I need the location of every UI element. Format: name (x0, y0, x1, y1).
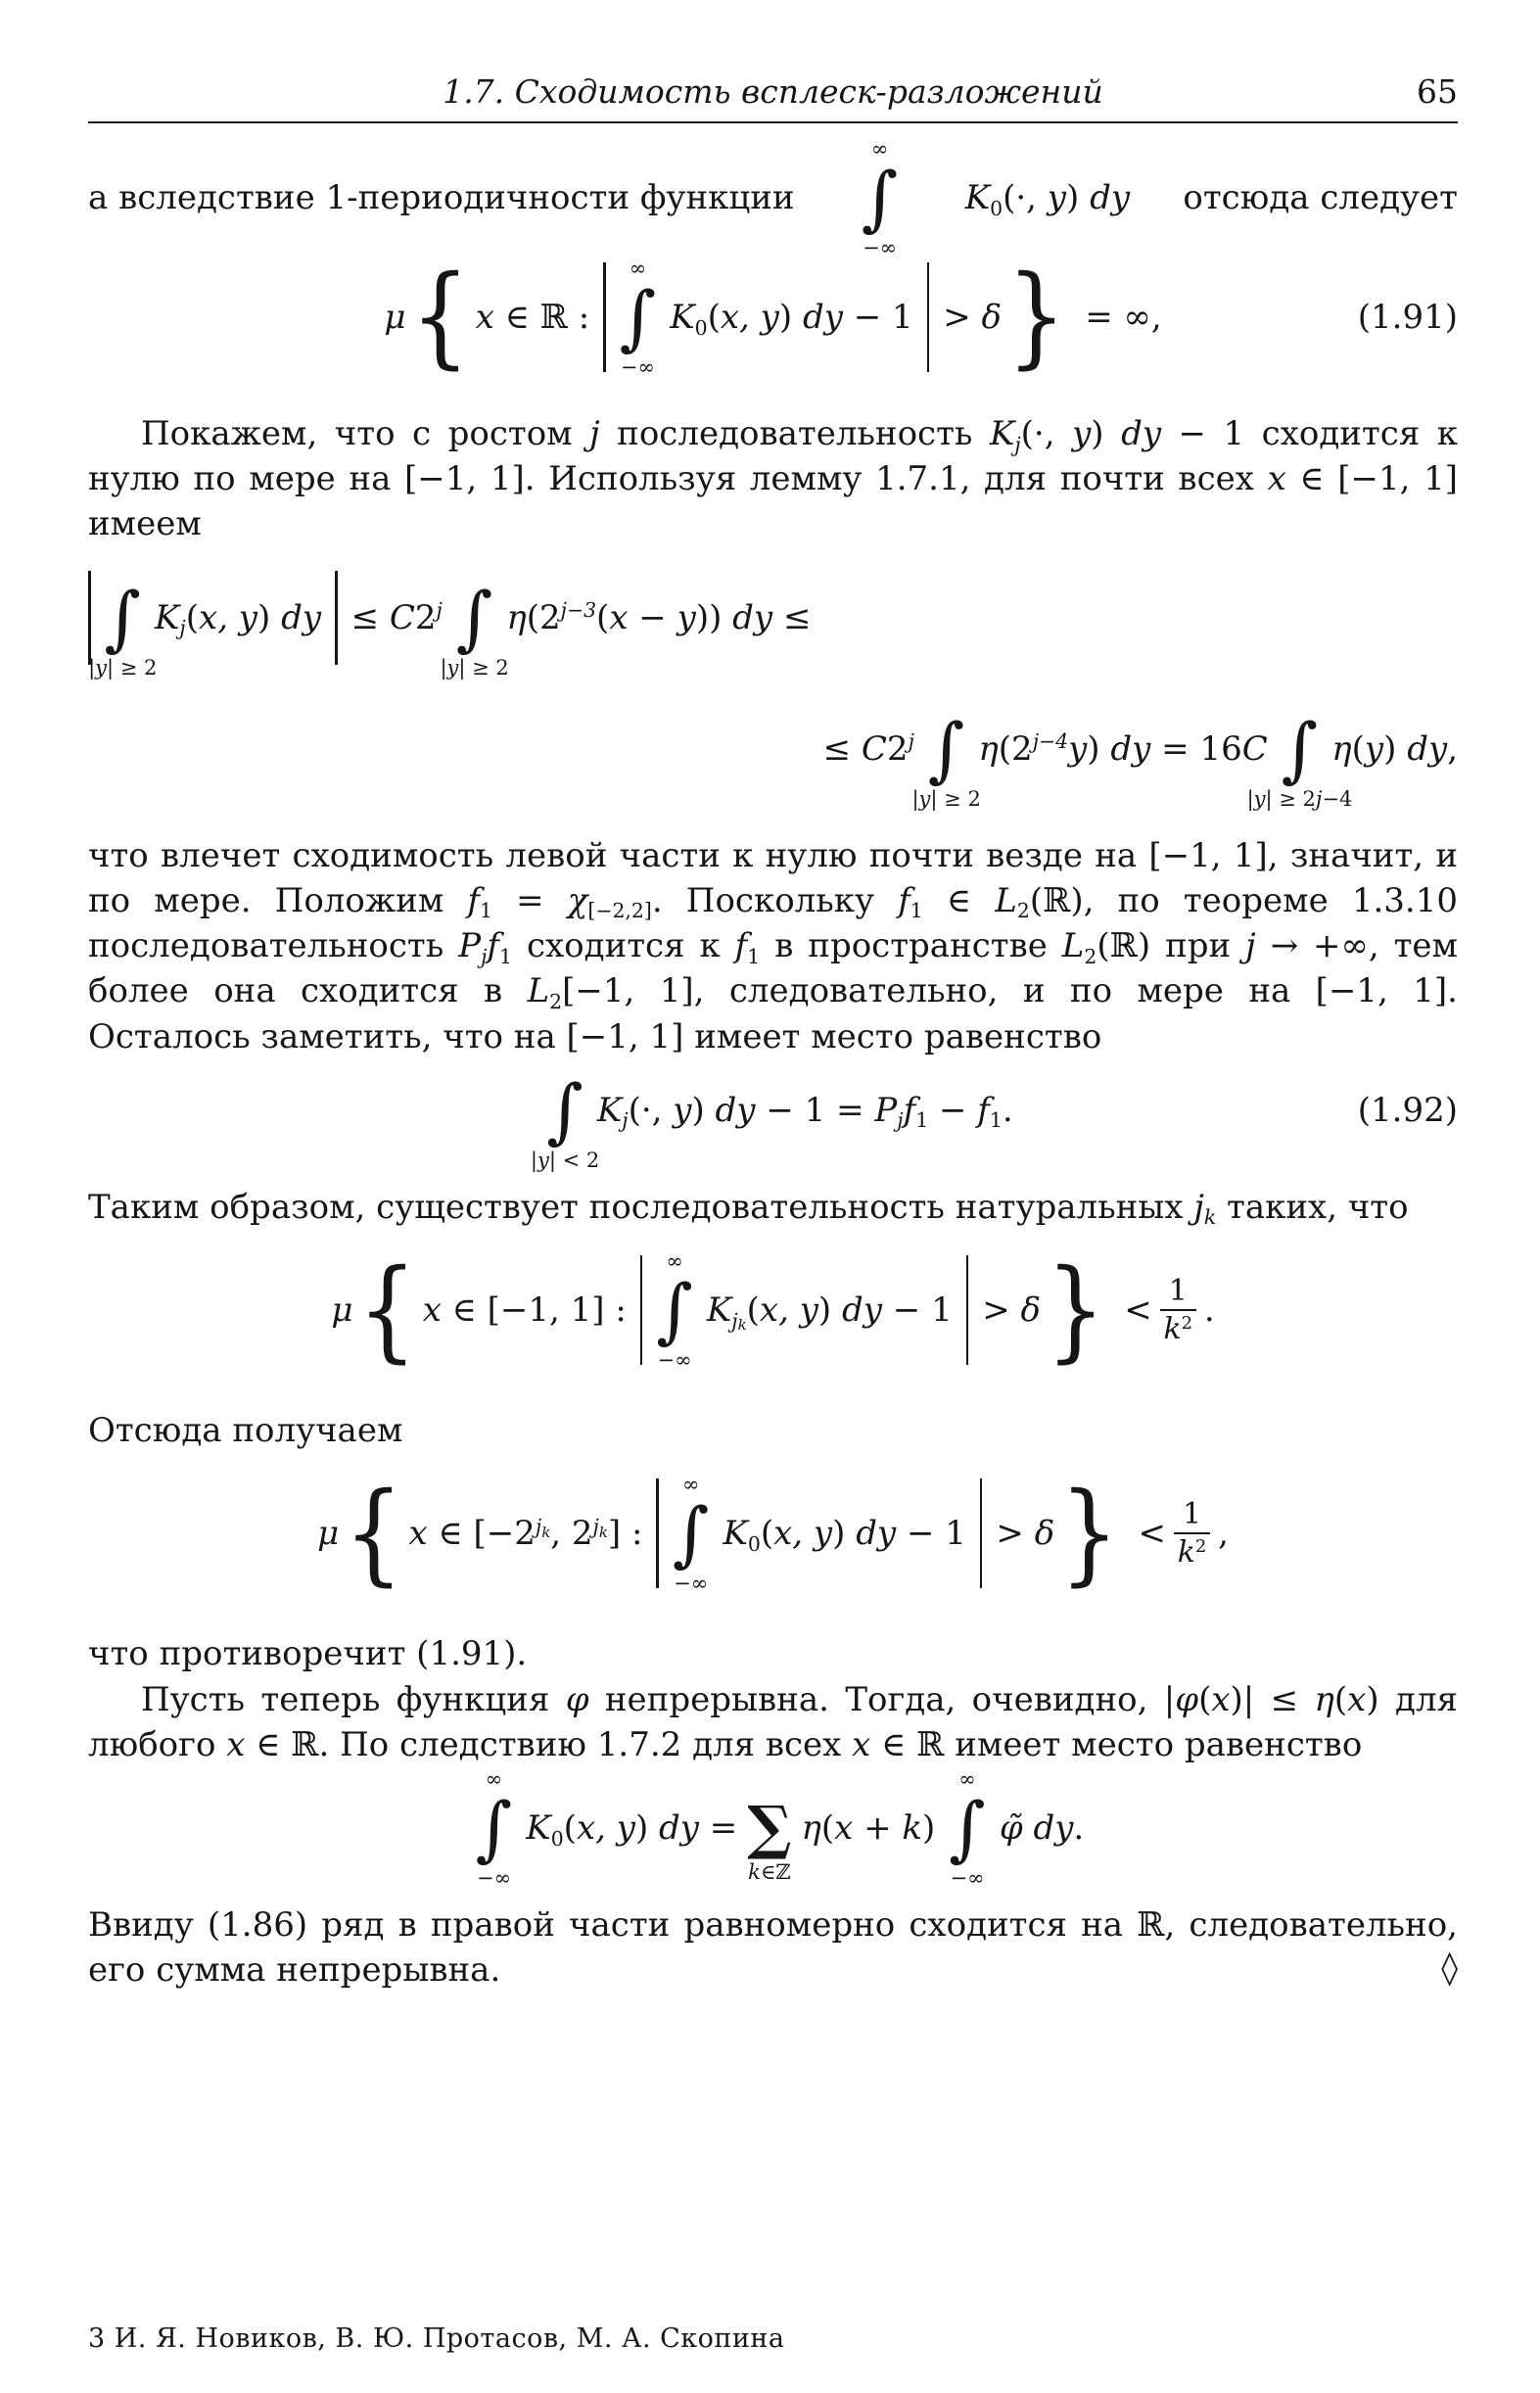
paragraph-vlechet: что влечет сходимость левой части к нулю почти везде на [−1, 1], значит, и по мере. Положим f1 = χ[−2,2]. Поскольку f1 ∈ L2(ℝ), по теореме 1.3.10 последовательность Pjf1 сходится к f1 в пространстве L2(ℝ) при j → +∞, тем более она сходится в L2[−1, 1], следовательно, и по мере на [−1, 1]. Осталось заметить, что на [−1, 1] имеет место равенство (88, 835, 1458, 1056)
integral-sign: ∫ (104, 576, 142, 659)
page-header (88, 72, 1458, 117)
equation-body: Kj(·, y) dy − 1 = Pjf1 − f1. (596, 1090, 1013, 1133)
integral-sign: ∫ (475, 1787, 513, 1870)
integral-lower-limit: |y| < 2 (530, 1148, 600, 1172)
integral-lower-limit: |y| ≥ 2 (440, 655, 509, 680)
integral (861, 137, 899, 259)
integral-upper-limit: ∞ (485, 1767, 503, 1792)
mu-symbol: μ (384, 298, 406, 337)
qed-diamond: ◊ (1441, 1948, 1458, 1989)
paragraph-pust: Пусть теперь функция φ непрерывна. Тогда, очевидно, |φ(x)| ≤ η(x) для любого x ∈ ℝ. По следствию 1.7.2 для всех x ∈ ℝ имеет место равенство (88, 1679, 1458, 1764)
left-brace: { (410, 253, 471, 381)
left-brace: { (344, 1469, 404, 1597)
integrand: φ̃ dy. (999, 1808, 1085, 1849)
fraction-numerator: 1 (1174, 1498, 1210, 1535)
integral-upper-limit: ∞ (958, 1767, 976, 1792)
abs-bar-right (966, 1255, 969, 1365)
integrand: $Kj_k(x$, y) dy − 1 (706, 1290, 953, 1335)
integral (475, 1767, 513, 1891)
integral (672, 1473, 710, 1596)
less-sign: < (1138, 1514, 1166, 1554)
integral-lower-limit: −∞ (657, 1348, 692, 1373)
abs-bar-right (335, 571, 338, 665)
header-rule (88, 121, 1458, 123)
text-run: а вследствие 1-периодичности функции (88, 178, 795, 217)
equation-tag: (1.91) (1357, 298, 1458, 337)
abs-bar-left (88, 571, 91, 665)
integral (530, 1068, 600, 1172)
footer-signature: 3 И. Я. Новиков, В. Ю. Протасов, М. А. Скопина (88, 2323, 785, 2354)
abs-bar-right (980, 1478, 983, 1588)
text-run: отсюда следует (1183, 178, 1458, 217)
mu-symbol: μ (317, 1514, 340, 1554)
right-brace: } (1006, 253, 1066, 381)
paragraph-protivorechit: что противоречит (1.91). (88, 1634, 528, 1674)
mu-symbol: μ (331, 1290, 353, 1331)
abs-bar-left (640, 1255, 643, 1365)
integral-sign: ∫ (1281, 707, 1319, 790)
integrand: η(y) dy, (1331, 728, 1458, 769)
paragraph-otsyuda: Отсюда получаем (88, 1411, 403, 1451)
integral (656, 1249, 693, 1373)
paragraph-takim: Таким образом, существует последовательность натуральных jk таких, что (88, 1187, 1409, 1230)
equation-1-92 (88, 1068, 1458, 1172)
paragraph-pokazhem: Покажем, что с ростом j последовательность Kj(·, y) dy − 1 сходится к нулю по мере на [−1, 1]. Используя лемму 1.7.1, для почти всех x ∈ [−1, 1] имеем (88, 414, 1459, 544)
integral-upper-limit: ∞ (666, 1249, 683, 1274)
integral-sign: ∫ (656, 1269, 693, 1352)
integral-upper-limit: ∞ (629, 257, 647, 280)
display-sum-formula (88, 1767, 1458, 1891)
set-condition: x ∈ [$-2^{jk}$, $2^{jk}$] : (408, 1514, 643, 1554)
text-run: Ввиду (1.86) ряд в правой части равномерно сходится на ℝ, следовательно, его сумма непрерывна. (88, 1905, 1458, 1991)
less-sign: < (1124, 1290, 1152, 1331)
set-condition: x ∈ [−1, 1] : (422, 1290, 627, 1331)
integral-upper-limit: ∞ (681, 1473, 700, 1497)
abs-bar-right (927, 262, 930, 372)
formula-chunk: K0(·, y) dy (964, 178, 1131, 220)
paragraph-vvidu (88, 1902, 1458, 1993)
relation: > δ (996, 1514, 1055, 1554)
integral (1246, 707, 1353, 811)
summation (747, 1794, 792, 1885)
integral-lower-limit: −∞ (863, 236, 898, 259)
integral-lower-limit: −∞ (674, 1572, 709, 1596)
set-condition: x ∈ ℝ : (475, 298, 590, 337)
abs-bar-left (656, 1478, 659, 1588)
fraction-denominator: $k^2$ (1177, 1535, 1207, 1571)
inequality-line-2 (88, 707, 1458, 811)
paragraph-intro (88, 137, 1458, 259)
integral (619, 257, 657, 379)
integrand: K0(x, y) dy − 1 (670, 298, 913, 340)
integrand: K0(x, y) dy − 1 (723, 1514, 966, 1556)
integrand: K0(x, y) dy = (526, 1808, 738, 1851)
integrand: Kj(x, y) dy (155, 597, 322, 640)
fraction (1160, 1275, 1196, 1346)
integrand: $\eta(2^{j-4}y)$ dy = 16C (978, 728, 1268, 769)
integral-lower-limit: |y| ≥ 2 (88, 655, 158, 680)
integral (440, 576, 509, 680)
equation-tag: (1.92) (1357, 1090, 1458, 1130)
integral-sign: ∫ (619, 276, 657, 358)
integrand: $\eta(2^{j-3}(x - y))$ dy ≤ (506, 597, 812, 637)
result: = ∞, (1085, 298, 1162, 337)
display-measure-jk (88, 1245, 1458, 1374)
punctuation: . (1203, 1290, 1215, 1331)
integral-sign: ∫ (927, 707, 965, 790)
sum-sign: ∑ (747, 1794, 792, 1863)
summand: η(x + k) (801, 1808, 936, 1849)
equation-1-91 (88, 253, 1458, 381)
integral-lower-limit: |y| ≥ 2j−4 (1246, 786, 1353, 811)
display-measure-2jk (88, 1469, 1458, 1597)
integral-lower-limit: −∞ (476, 1866, 512, 1891)
integral-sign: ∫ (949, 1787, 986, 1870)
relation: ≤ $C2^j$ (350, 597, 443, 637)
left-brace: { (357, 1245, 418, 1374)
integral-sign: ∫ (546, 1068, 583, 1151)
integral-lower-limit: |y| ≥ 2 (911, 786, 981, 811)
fraction-numerator: 1 (1160, 1275, 1196, 1312)
integral-lower-limit: −∞ (950, 1866, 985, 1891)
sum-index: k∈ℤ (748, 1860, 791, 1885)
running-title: 1.7. Сходимость всплеск-разложений (443, 72, 1103, 111)
integral-sign: ∫ (455, 576, 493, 659)
page-number: 65 (1417, 72, 1458, 111)
integral (949, 1767, 986, 1891)
integral-lower-limit: −∞ (620, 355, 655, 379)
right-brace: } (1059, 1469, 1120, 1597)
relation: > δ (943, 298, 1002, 337)
integral-sign: ∫ (861, 157, 899, 239)
fraction (1174, 1498, 1210, 1570)
integral-sign: ∫ (672, 1492, 710, 1575)
inequality-line-1 (88, 571, 1458, 680)
punctuation: , (1218, 1514, 1229, 1554)
abs-bar-left (603, 262, 606, 372)
integral (88, 576, 158, 680)
right-brace: } (1046, 1245, 1105, 1374)
integral-upper-limit: ∞ (870, 137, 889, 161)
relation: > δ (982, 1290, 1041, 1331)
integral (911, 707, 981, 811)
relation: ≤ $C2^j$ (822, 728, 914, 769)
fraction-denominator: $k^2$ (1163, 1312, 1193, 1347)
